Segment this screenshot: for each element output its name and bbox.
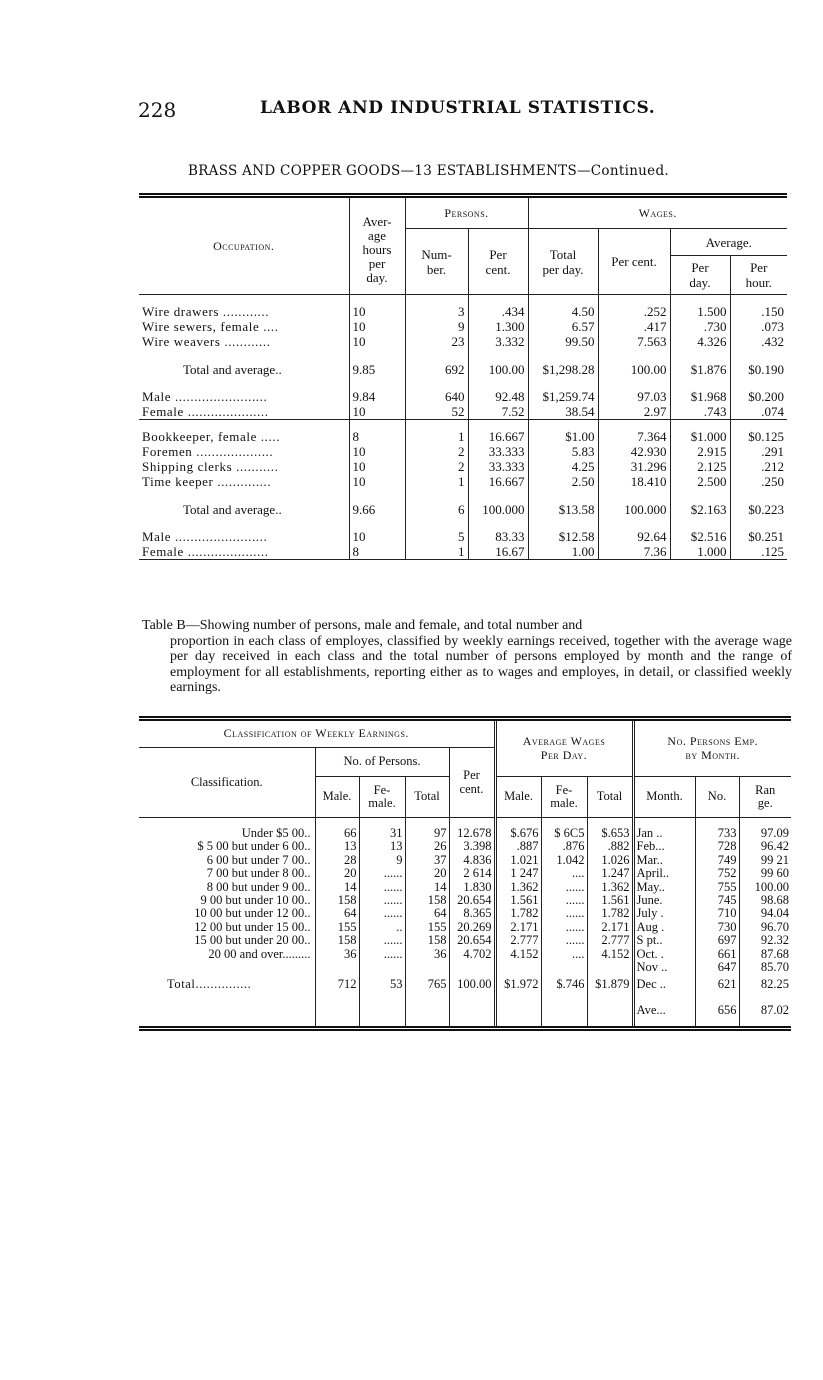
page-header [138, 98, 788, 122]
header-wage-male: Male. [495, 777, 541, 818]
header-average: Average. [670, 229, 787, 256]
total-row: Total and average.. 9.85 692 100.00 $1,298.28 100.00 $1.876 $0.190 [139, 358, 787, 380]
average-row: Ave... 656 87.02 [139, 994, 791, 1028]
section-title: BRASS AND COPPER GOODS—13 ESTABLISHMENTS—Continued. [188, 163, 670, 179]
header-occupation: Occupation. [139, 196, 349, 295]
header-month: Month. [633, 777, 695, 818]
header-per-cent: Per cent. [449, 748, 495, 818]
table-row: Female ..................... 8 1 16.67 1.00 7.36 1.000 .125 [139, 544, 787, 560]
header-wage-per-cent: Per cent. [598, 229, 670, 295]
page-number: 228 [138, 98, 177, 122]
table-row: Time keeper .............. 10 1 16.667 2.50 18.410 2.500 .250 [139, 474, 787, 489]
table-row: Foremen .................... 10 2 33.333 5.83 42.930 2.915 .291 [139, 444, 787, 459]
table-row: Male ........................ 10 5 83.33 $12.58 92.64 $2.516 $0.251 [139, 529, 787, 544]
table-row: 10 00 but under 12 00.. 64 ...... 64 8.365 1.782 ...... 1.782 July . 710 94.04 [194, 906, 789, 921]
header-wage-total: Total [587, 777, 633, 818]
table-row: 8 00 but under 9 00.. 14 ...... 14 1.830 1.362 ...... 1.362 May.. 755 100.00 [206, 879, 789, 894]
table-row: 7 00 but under 8 00.. 20 ...... 20 2 614 1 247 .... 1.247 April.. 752 99 60 [206, 866, 789, 881]
table-row: Under $5 00.. 66 31 97 12.678 $.676 $ 6C5 $.653 Jan .. 733 97.09 [241, 826, 789, 840]
table-row: Nov .. 647 85.70 [139, 961, 791, 974]
header-wage-female: Fe- male. [541, 777, 587, 818]
header-no-of-persons: No. of Persons. [315, 748, 449, 777]
header-no: No. [695, 777, 739, 818]
header-avg-hours: Aver- age hours per day. [349, 196, 405, 295]
table-row: 9 00 but under 10 00.. 158 ...... 158 20.654 1.561 ...... 1.561 June. 745 98.68 [200, 893, 789, 908]
header-per-day: Per day. [670, 256, 730, 295]
header-total-per-day: Total per day. [528, 229, 598, 295]
header-range: Ran ge. [739, 777, 791, 818]
weekly-earnings-table [139, 716, 791, 1031]
header-classification: Classification. [139, 748, 315, 818]
table-b-description: Table B—Showing number of persons, male and female, and total number and proportion in each class of employes, classified by weekly earnings received, together with the average wage per day received in each class and the total number of persons employed by month and the range of employment for all establishments, reporting either as to wages and employes, in detail, or classified weekly earnings. [142, 618, 792, 695]
table-row: 15 00 but under 20 00.. 158 ...... 158 20.654 2.777 ...... 2.777 S pt.. 697 92.32 [194, 933, 789, 948]
total-row: Total and average.. 9.66 6 100.000 $13.58 100.000 $2.163 $0.223 [139, 498, 787, 520]
running-title: LABOR AND INDUSTRIAL STATISTICS. [260, 98, 656, 118]
header-wages: Wages. [528, 196, 787, 229]
header-persons: Persons. [405, 196, 528, 229]
table-row: Shipping clerks ........... 10 2 33.333 4.25 31.296 2.125 .212 [139, 459, 787, 474]
table-row: 12 00 but under 15 00.. 155 .. 155 20.269 2.171 ...... 2.171 Aug . 730 96.70 [194, 919, 789, 934]
header-total: Total [405, 777, 449, 818]
header-number: Num- ber. [405, 229, 468, 295]
table-row: 6 00 but under 7 00.. 28 9 37 4.836 1.021 1.042 1.026 Mar.. 749 99 21 [206, 852, 789, 867]
header-per-hour: Per hour. [730, 256, 787, 295]
header-per-cent: Per cent. [468, 229, 528, 295]
table-row: Wire weavers ............ 10 23 3.332 99.50 7.563 4.326 .432 [139, 334, 787, 349]
table-row: Wire sewers, female .... 10 9 1.300 6.57 .417 .730 .073 [139, 319, 787, 334]
table-row: Female ..................... 10 52 7.52 38.54 2.97 .743 .074 [139, 404, 787, 420]
header-male: Male. [315, 777, 359, 818]
table-row: Male ........................ 9.84 640 92.48 $1,259.74 97.03 $1.968 $0.200 [139, 389, 787, 404]
table-row: $ 5 00 but under 6 00.. 13 13 26 3.398 .887 .876 .882 Feb... 728 96.42 [197, 839, 789, 854]
header-female: Fe- male. [359, 777, 405, 818]
header-avg-wages: Average Wages Per Day. [495, 719, 633, 777]
table-row: Wire drawers ............ 10 3 .434 4.50 .252 1.500 .150 [139, 304, 787, 319]
total-row: Total............... 712 53 765 100.00 $1.972 $.746 $1.879 Dec .. 621 82.25 [139, 974, 791, 994]
occupation-wages-table [139, 193, 787, 560]
table-row: 20 00 and over......... 36 ...... 36 4.702 4.152 .... 4.152 Oct. . 661 87.68 [208, 946, 789, 961]
header-classification-group: Classification of Weekly Earnings. [139, 719, 495, 748]
header-persons-by-month: No. Persons Emp. by Month. [633, 719, 791, 777]
table-row: Bookkeeper, female ..... 8 1 16.667 $1.00 7.364 $1.000 $0.125 [139, 429, 787, 444]
